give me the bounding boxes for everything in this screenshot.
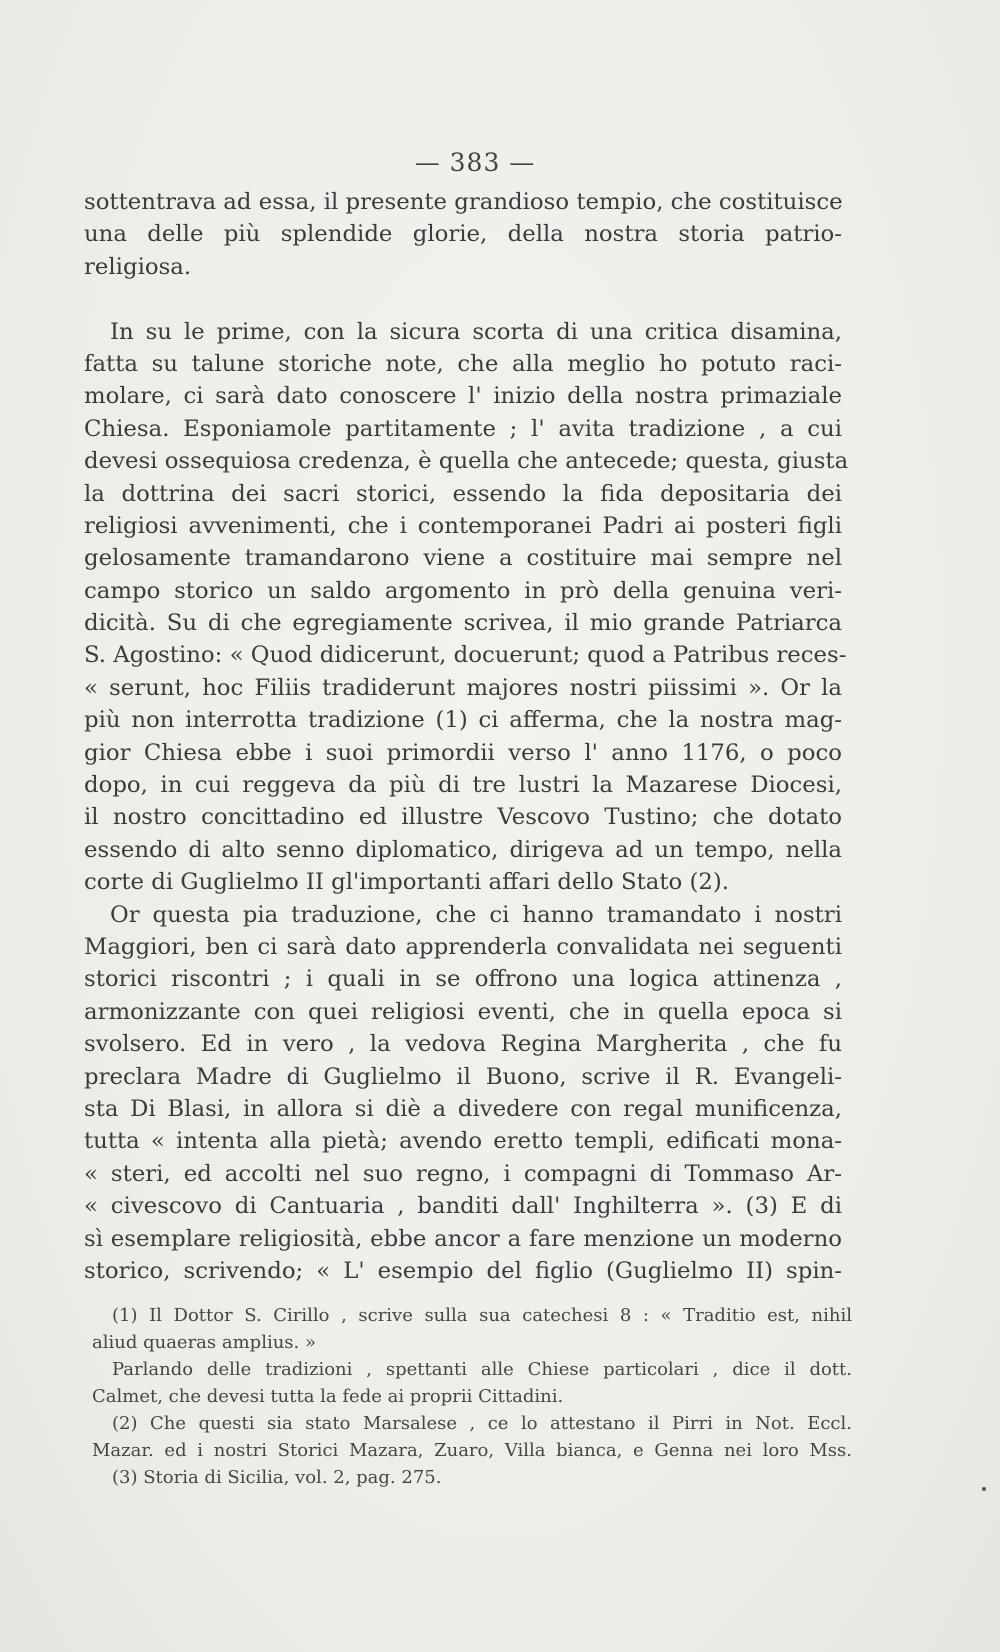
footnote-line: Calmet, che devesi tutta la fede ai proprii Cittadini.	[92, 1386, 564, 1407]
text-line: sottentrava ad essa, il presente grandioso tempio, che costituisce	[84, 189, 843, 215]
text-line: S. Agostino: « Quod didicerunt, docuerunt; quod a Patribus reces-	[84, 642, 847, 669]
text-line: una delle più splendide glorie, della nostra storia patrio-	[84, 221, 842, 248]
text-line: storico, scrivendo; « L' esempio del figlio (Guglielmo II) spin-	[84, 1257, 842, 1284]
text-line: religiosi avvenimenti, che i contemporanei Padri ai posteri figli	[84, 512, 842, 539]
text-line: dicità. Su di che egregiamente scrivea, il mio grande Patriarca	[84, 610, 842, 637]
text-line: « serunt, hoc Filiis tradiderunt majores nostri piissimi ». Or la	[84, 674, 842, 701]
text-line: dopo, in cui reggeva da più di tre lustri la Mazarese Diocesi,	[84, 772, 842, 799]
footnote-line: Parlando delle tradizioni , spettanti alle Chiese particolari , dice il dott.	[112, 1359, 852, 1380]
text-line: « steri, ed accolti nel suo regno, i compagni di Tommaso Ar-	[84, 1160, 842, 1187]
text-line: Or questa pia traduzione, che ci hanno tramandato i nostri	[110, 901, 842, 928]
text-line: fatta su talune storiche note, che alla meglio ho potuto raci-	[84, 350, 842, 377]
text-line: Maggiori, ben ci sarà dato apprenderla convalidata nei seguenti	[84, 933, 842, 960]
footnotes	[92, 1302, 852, 1491]
text-line: storici riscontri ; i quali in se offrono una logica attinenza ,	[84, 966, 842, 993]
text-line: preclara Madre di Guglielmo il Buono, scrive il R. Evangeli-	[84, 1063, 842, 1090]
ink-speck	[982, 1487, 986, 1491]
text-line: religiosa.	[84, 253, 192, 280]
footnote-line: Mazar. ed i nostri Storici Mazara, Zuaro, Villa bianca, e Genna nei loro Mss.	[92, 1440, 852, 1461]
text-line: campo storico un saldo argomento in prò della genuina veri-	[84, 577, 842, 604]
text-line: essendo di alto senno diplomatico, dirigeva ad un tempo, nella	[84, 836, 842, 863]
footnote-line: (3) Storia di Sicilia, vol. 2, pag. 275.	[112, 1467, 442, 1488]
text-line: sì esemplare religiosità, ebbe ancor a fare menzione un moderno	[84, 1225, 842, 1252]
text-line: svolsero. Ed in vero , la vedova Regina Margherita , che fu	[84, 1031, 842, 1058]
text-line: gelosamente tramandarono viene a costituire mai sempre nel	[84, 545, 842, 572]
paragraph-gap	[84, 283, 842, 315]
footnote-line: (2) Che questi sia stato Marsalese , ce lo attestano il Pirri in Not. Eccl.	[112, 1413, 852, 1434]
text-line: devesi ossequiosa credenza, è quella che antecede; questa, giusta	[84, 448, 849, 475]
text-line: Chiesa. Esponiamole partitamente ; l' avita tradizione , a cui	[84, 415, 842, 442]
page-number: — 383 —	[414, 148, 536, 177]
text-line: corte di Guglielmo II gl'importanti affari dello Stato (2).	[84, 869, 730, 896]
text-line: gior Chiesa ebbe i suoi primordii verso l' anno 1176, o poco	[84, 739, 842, 766]
text-line: armonizzante con quei religiosi eventi, che in quella epoca si	[84, 998, 842, 1025]
text-line: la dottrina dei sacri storici, essendo la fida depositaria dei	[84, 480, 842, 507]
text-line: sta Di Blasi, in allora si diè a divedere con regal munificenza,	[84, 1095, 842, 1122]
footnote-line: (1) Il Dottor S. Cirillo , scrive sulla sua catechesi 8 : « Traditio est, nihil	[112, 1305, 852, 1326]
text-line: molare, ci sarà dato conoscere l' inizio della nostra primaziale	[84, 383, 842, 410]
text-line: il nostro concittadino ed illustre Vescovo Tustino; che dotato	[84, 804, 842, 831]
text-line: In su le prime, con la sicura scorta di una critica disamina,	[110, 318, 842, 345]
text-line: « civescovo di Cantuaria , banditi dall' Inghilterra ». (3) E di	[84, 1193, 842, 1220]
text-line: tutta « intenta alla pietà; avendo eretto templi, edificati mona-	[84, 1128, 842, 1155]
text-line: più non interrotta tradizione (1) ci afferma, che la nostra mag-	[84, 707, 842, 734]
footnote-line: aliud quaeras amplius. »	[92, 1332, 316, 1353]
body-text	[84, 186, 849, 1287]
